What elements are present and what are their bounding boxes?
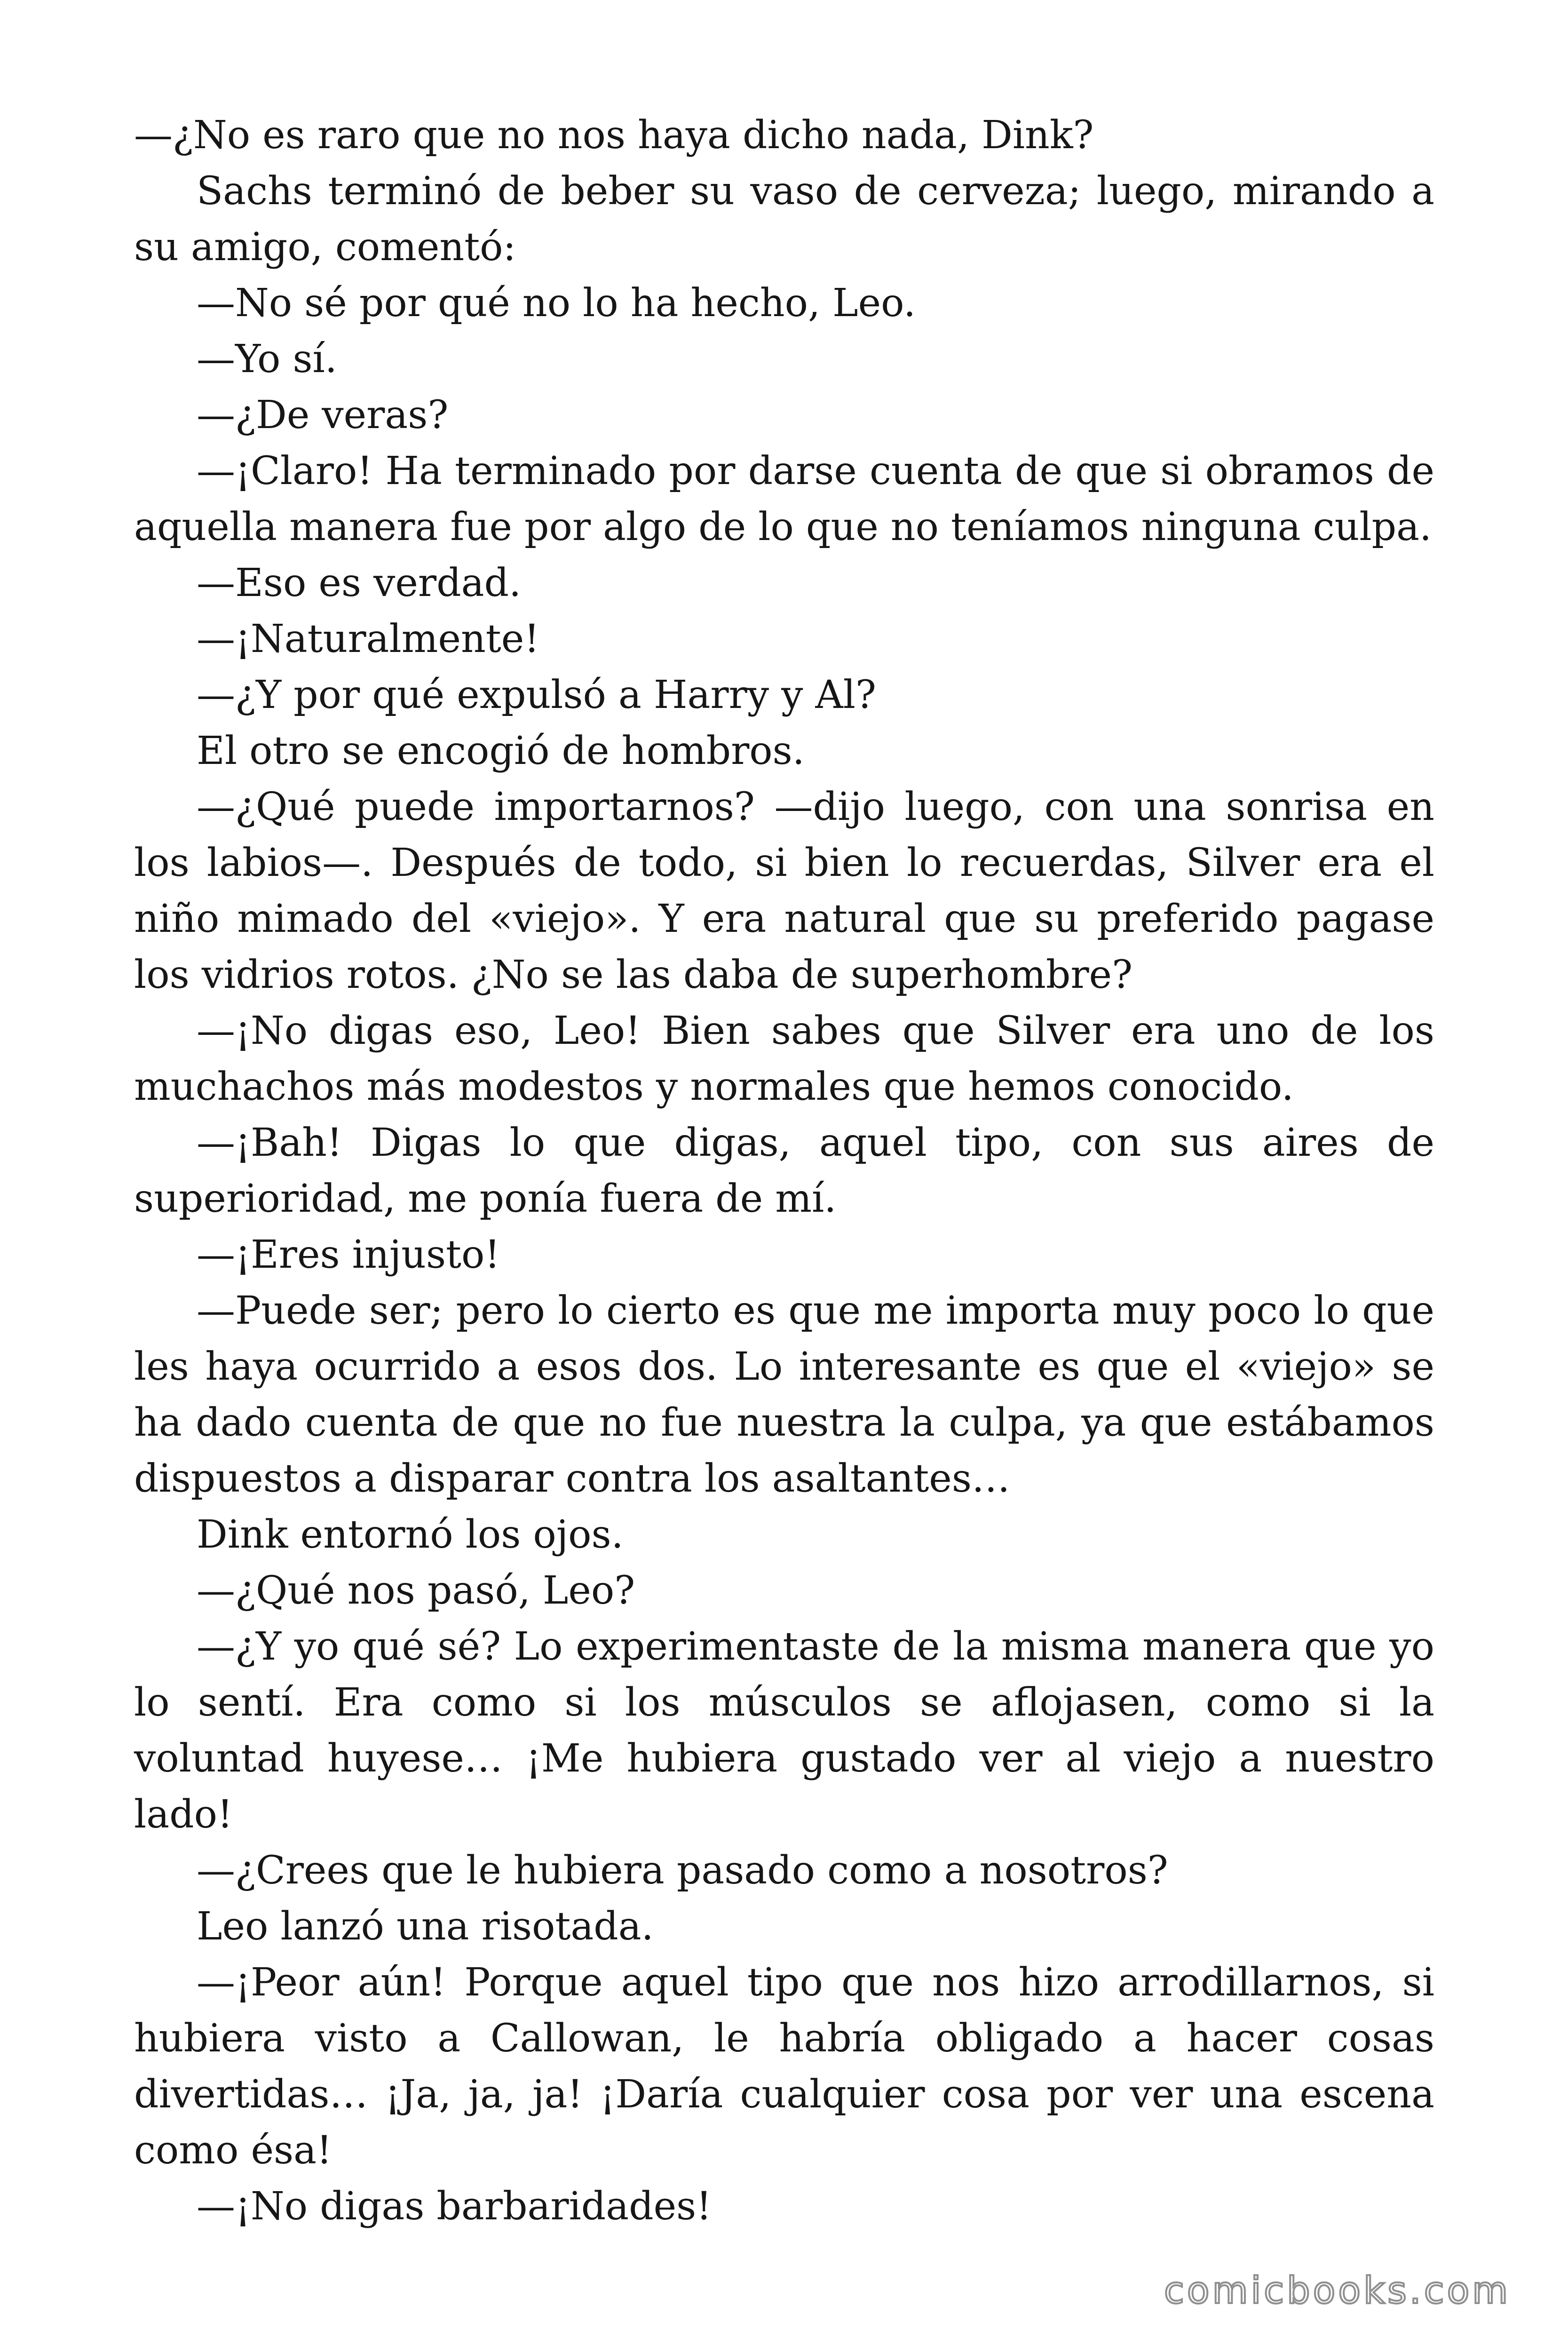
paragraph: —¿De veras? [197, 393, 449, 437]
paragraph: —¿Qué nos pasó, Leo? [197, 1568, 635, 1613]
paragraph: —¿Qué puede importarnos? —dijo luego, con una sonrisa en los labios—. Después de todo, si bien lo recuerdas, Silver era el niño mimado del «viejo». Y era natural que su preferido pagase los vidrios rotos. ¿No se las daba de superhombre? [134, 785, 1434, 997]
paragraph: —¡No digas barbaridades! [197, 2184, 712, 2229]
paragraph: —¿Y por qué expulsó a Harry y Al? [197, 673, 876, 717]
page-text [134, 107, 1434, 2234]
paragraph: —¿Y yo qué sé? Lo experimentaste de la misma manera que yo lo sentí. Era como si los músculos se aflojasen, como si la voluntad huyese… ¡Me hubiera gustado ver al viejo a nuestro lado! [134, 1624, 1434, 1837]
paragraph: Dink entornó los ojos. [197, 1512, 624, 1557]
paragraph: —¡Bah! Digas lo que digas, aquel tipo, con sus aires de superioridad, me ponía fuera de mí. [134, 1120, 1434, 1221]
paragraph: —¡Peor aún! Porque aquel tipo que nos hizo arrodillarnos, si hubiera visto a Callowan, le habría obligado a hacer cosas divertidas… ¡Ja, ja, ja! ¡Daría cualquier cosa por ver una escena como ésa! [134, 1960, 1434, 2173]
paragraph: —No sé por qué no lo ha hecho, Leo. [197, 281, 916, 326]
paragraph: —¡Claro! Ha terminado por darse cuenta de que si obramos de aquella manera fue por algo de lo que no teníamos ninguna culpa. [134, 449, 1434, 549]
paragraph: Sachs terminó de beber su vaso de cerveza; luego, mirando a su amigo, comentó: [134, 169, 1434, 270]
paragraph: —¡Eres injusto! [197, 1232, 500, 1277]
paragraph: —¡No digas eso, Leo! Bien sabes que Silver era uno de los muchachos más modestos y normales que hemos conocido. [134, 1009, 1434, 1109]
paragraph: —¿Crees que le hubiera pasado como a nosotros? [197, 1848, 1168, 1893]
paragraph: Leo lanzó una risotada. [197, 1904, 654, 1949]
paragraph: El otro se encogió de hombros. [197, 729, 805, 773]
paragraph: —Yo sí. [197, 337, 337, 381]
watermark: comicbooks.com [1164, 2270, 1511, 2312]
paragraph: —Eso es verdad. [197, 561, 522, 605]
paragraph: —¿No es raro que no nos haya dicho nada, Dink? [134, 113, 1094, 158]
paragraph: —Puede ser; pero lo cierto es que me importa muy poco lo que les haya ocurrido a esos dos. Lo interesante es que el «viejo» se ha dado cuenta de que no fue nuestra la culpa, ya que estábamos dispuestos a disparar contra los asaltantes… [134, 1288, 1434, 1501]
paragraph: —¡Naturalmente! [197, 617, 540, 661]
